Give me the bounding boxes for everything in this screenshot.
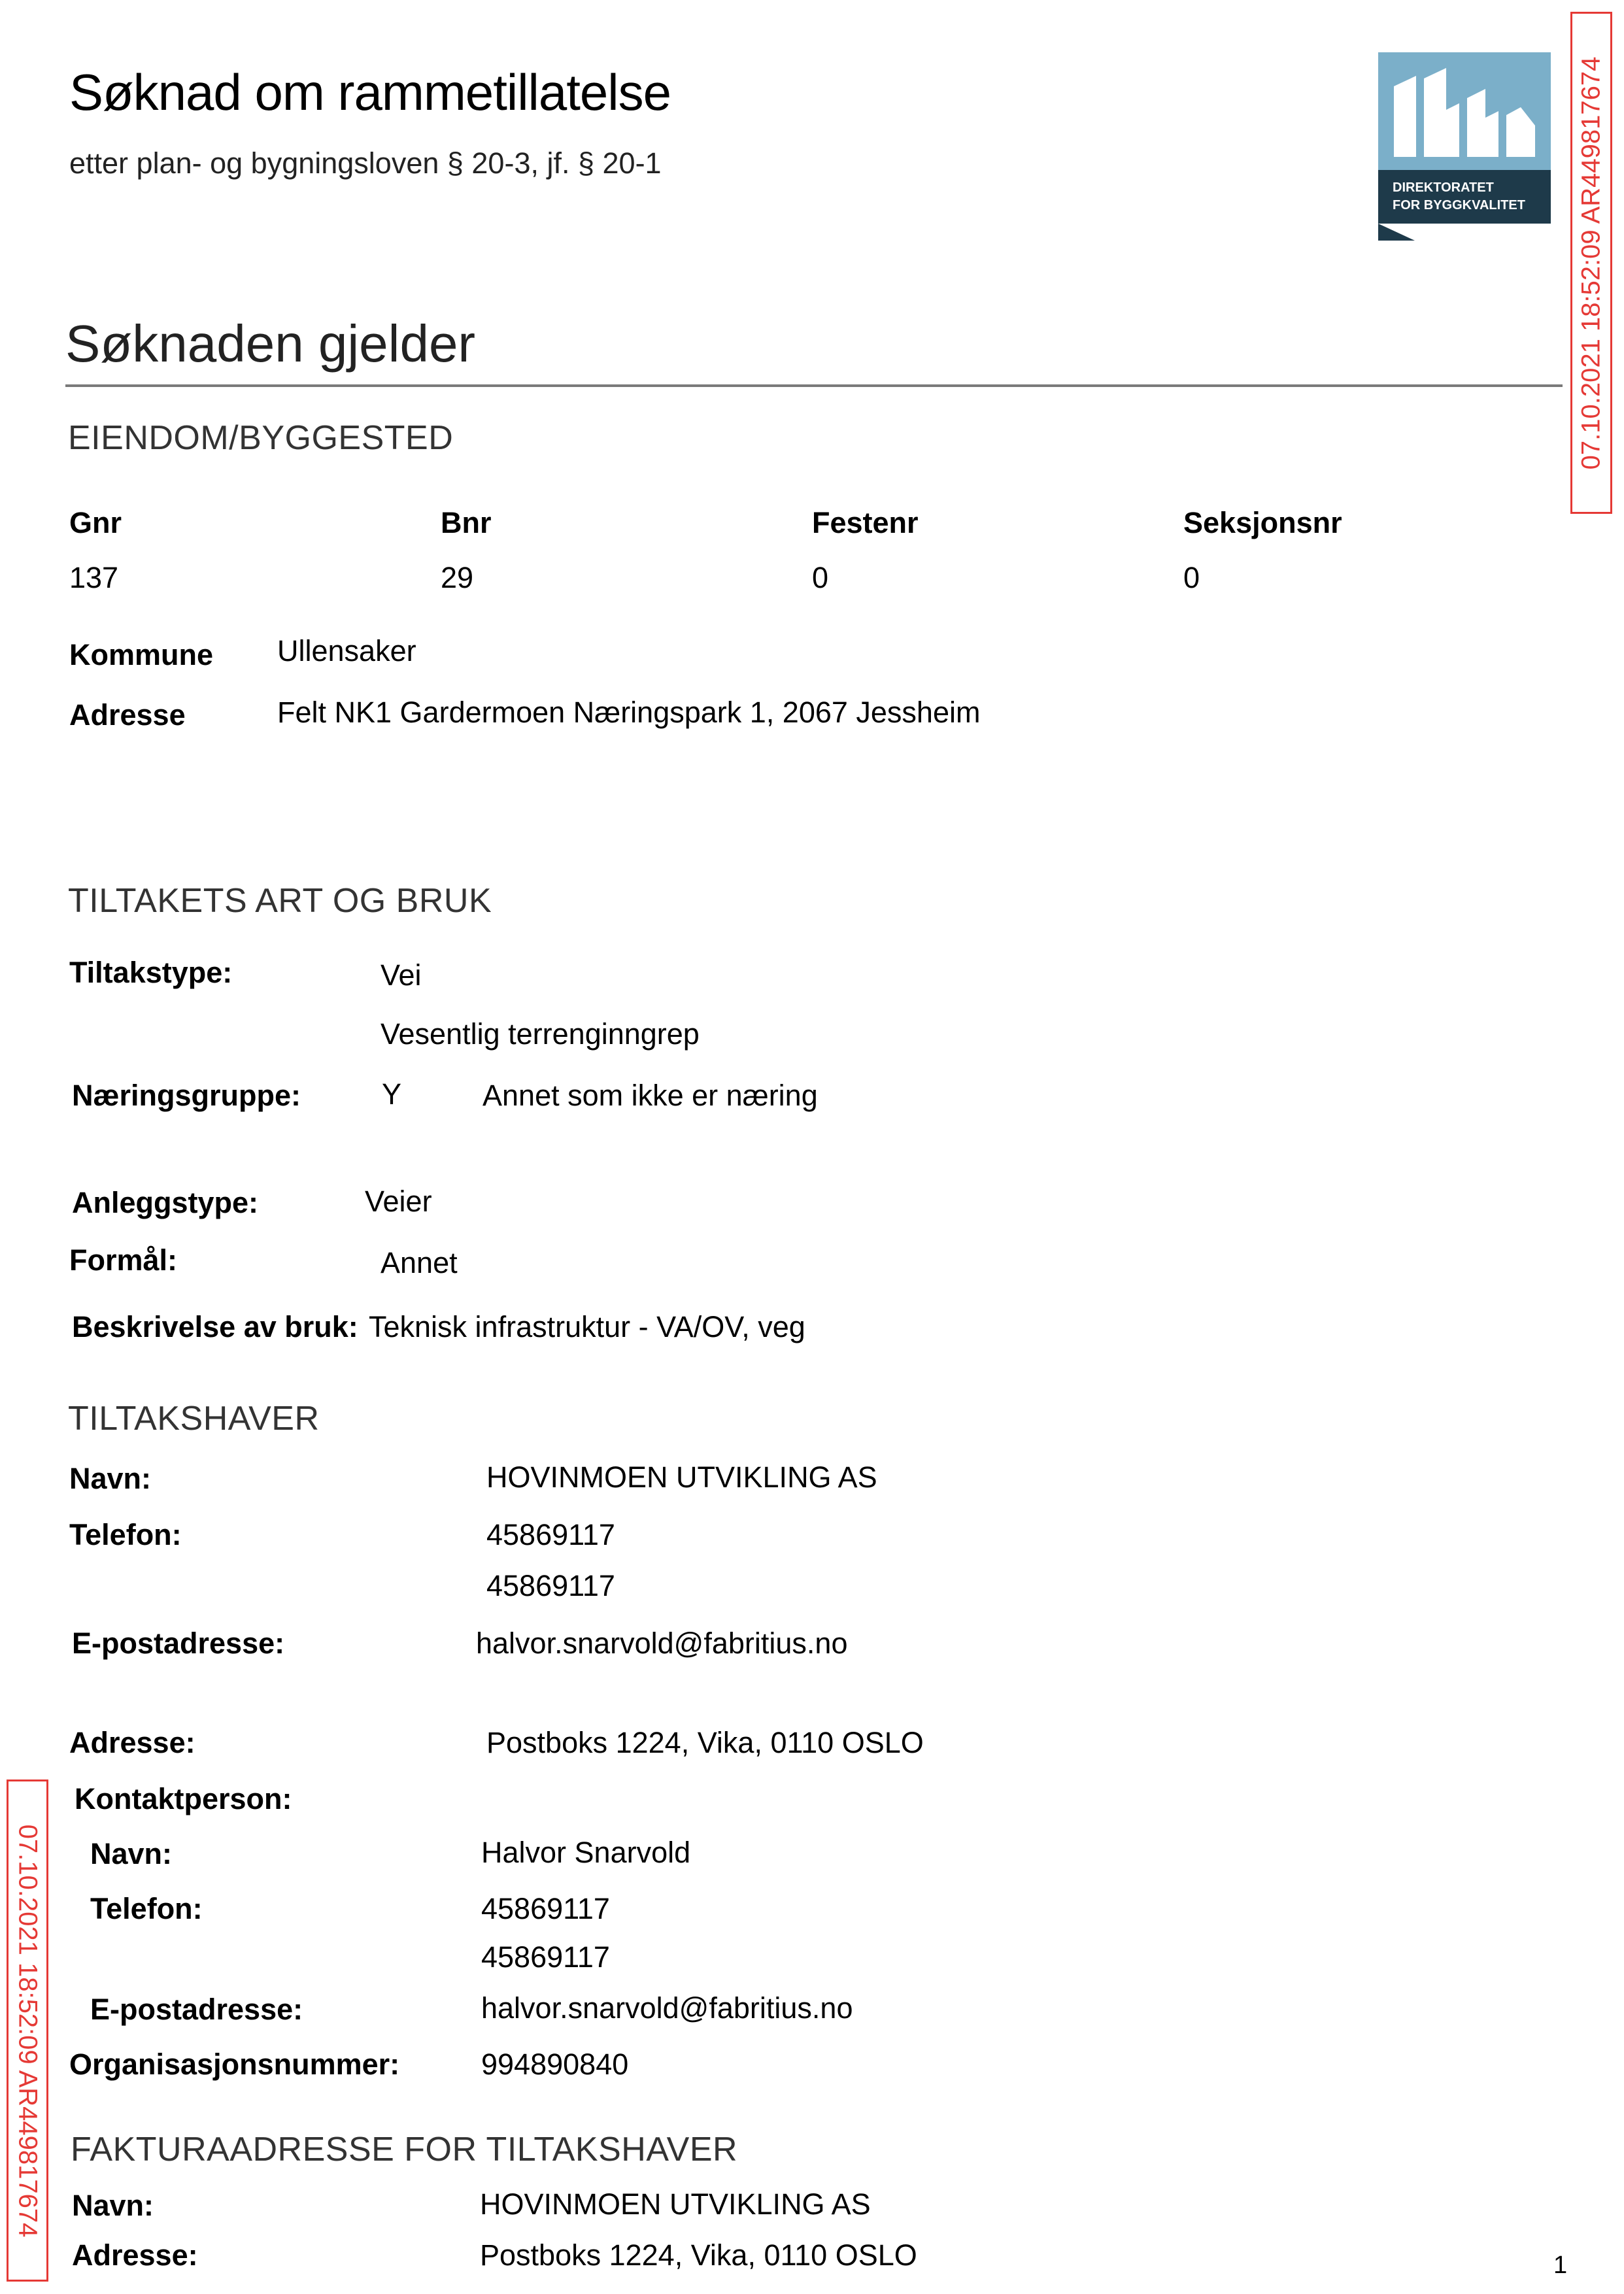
seksjonsnr-label: Seksjonsnr: [1183, 506, 1342, 539]
gnr-value: 137: [69, 561, 119, 594]
section-faktura: FAKTURAADRESSE FOR TILTAKSHAVER: [71, 2131, 738, 2168]
section-eiendom: EIENDOM/BYGGESTED: [68, 419, 454, 457]
section-tiltakshaver: TILTAKSHAVER: [68, 1400, 320, 1438]
faktura-navn-value: HOVINMOEN UTVIKLING AS: [480, 2187, 871, 2221]
building-blocks-icon: [1378, 52, 1551, 241]
orgnr-value: 994890840: [481, 2048, 629, 2081]
anleggstype-label: Anleggstype:: [72, 1186, 259, 1219]
bnr-label: Bnr: [441, 506, 492, 539]
epost-value: halvor.snarvold@fabritius.no: [476, 1627, 848, 1660]
kontakt-telefon-value: 45869117: [481, 1940, 610, 1974]
kontakt-telefon-label: Telefon:: [90, 1892, 203, 1925]
logo-line-1: DIREKTORATET: [1393, 180, 1494, 195]
document-title: Søknad om rammetillatelse: [69, 63, 671, 121]
kontakt-epost-value: halvor.snarvold@fabritius.no: [481, 1991, 853, 2025]
adresse-value: Postboks 1224, Vika, 0110 OSLO: [486, 1726, 924, 1759]
bnr-value: 29: [441, 561, 474, 594]
naeringsgruppe-label: Næringsgruppe:: [72, 1079, 301, 1112]
tiltakstype-value: Vei: [381, 958, 422, 992]
kommune-value: Ullensaker: [277, 634, 416, 667]
timestamp-stamp-top: [1570, 12, 1612, 514]
formal-value: Annet: [381, 1246, 458, 1279]
anleggstype-value: Veier: [365, 1185, 432, 1218]
festenr-value: 0: [812, 561, 829, 594]
navn-value: HOVINMOEN UTVIKLING AS: [486, 1460, 877, 1494]
document-subtitle: etter plan- og bygningsloven § 20-3, jf. § 20-1: [69, 146, 662, 180]
stamp-text: 07.10.2021 18:52:09 AR449817674: [1576, 56, 1606, 469]
kontakt-navn-value: Halvor Snarvold: [481, 1836, 691, 1869]
timestamp-stamp-bottom: [7, 1780, 48, 2282]
navn-label: Navn:: [69, 1462, 152, 1495]
kontakt-navn-label: Navn:: [90, 1837, 173, 1870]
page-number: 1: [1553, 2252, 1568, 2279]
stamp-text: 07.10.2021 18:52:09 AR449817674: [13, 1824, 42, 2237]
naeringsgruppe-code: Y: [382, 1077, 402, 1111]
telefon-value: 45869117: [486, 1518, 615, 1551]
faktura-navn-label: Navn:: [72, 2189, 154, 2222]
tiltakstype-label: Tiltakstype:: [69, 956, 233, 989]
faktura-adresse-label: Adresse:: [72, 2238, 198, 2272]
formal-label: Formål:: [69, 1243, 178, 1277]
gnr-label: Gnr: [69, 506, 122, 539]
orgnr-label: Organisasjonsnummer:: [69, 2048, 400, 2081]
logo-line-2: FOR BYGGKVALITET: [1393, 198, 1525, 212]
divider: [65, 384, 1563, 387]
kontakt-telefon-value: 45869117: [481, 1892, 610, 1925]
section-tiltak: TILTAKETS ART OG BRUK: [68, 882, 492, 920]
adresse-label: Adresse:: [69, 1726, 195, 1759]
section-heading-main: Søknaden gjelder: [65, 314, 476, 373]
dibk-logo: [1378, 52, 1551, 241]
beskrivelse-value: Teknisk infrastruktur - VA/OV, veg: [369, 1310, 805, 1343]
seksjonsnr-value: 0: [1183, 561, 1200, 594]
kontaktperson-label: Kontaktperson:: [75, 1782, 292, 1815]
adresse-value: Felt NK1 Gardermoen Næringspark 1, 2067 Jessheim: [277, 696, 981, 729]
adresse-label: Adresse: [69, 698, 186, 732]
telefon-label: Telefon:: [69, 1518, 182, 1551]
faktura-adresse-value: Postboks 1224, Vika, 0110 OSLO: [480, 2238, 917, 2272]
beskrivelse-label: Beskrivelse av bruk:: [72, 1310, 358, 1343]
festenr-label: Festenr: [812, 506, 919, 539]
kommune-label: Kommune: [69, 638, 214, 671]
epost-label: E-postadresse:: [72, 1627, 285, 1660]
tiltakstype-value: Vesentlig terrenginngrep: [381, 1017, 700, 1051]
naeringsgruppe-value: Annet som ikke er næring: [482, 1079, 818, 1112]
telefon-value: 45869117: [486, 1569, 615, 1602]
kontakt-epost-label: E-postadresse:: [90, 1993, 303, 2026]
